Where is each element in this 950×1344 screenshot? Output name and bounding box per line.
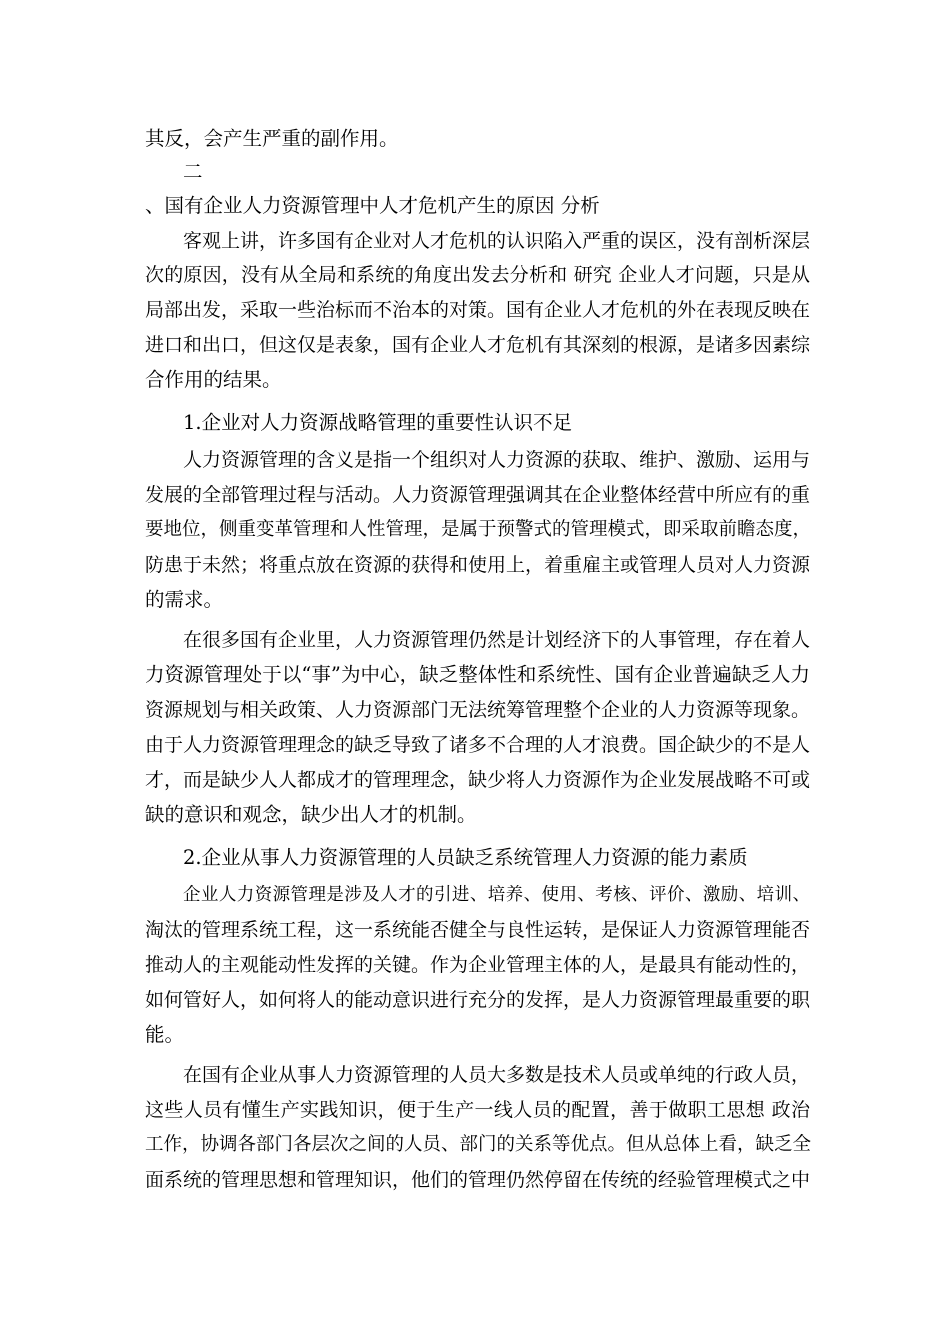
text-line: 人力资源管理的含义是指一个组织对人力资源的获取、维护、激励、运用与 xyxy=(183,449,811,471)
text-line: 工作，协调各部门各层次之间的人员、部门的关系等优点。但从总体上看，缺乏全 xyxy=(145,1134,812,1155)
text-line: 局部出发，采取一些治标而不治本的对策。国有企业人才危机的外在表现反映在 xyxy=(145,299,811,321)
text-line: 由于人力资源管理理念的缺乏导致了诸多不合理的人才浪费。国企缺少的不是人 xyxy=(145,734,811,756)
section-number: 二 xyxy=(183,160,203,183)
text-line: 在国有企业从事人力资源管理的人员大多数是技术人员或单纯的行政人员， xyxy=(183,1064,811,1086)
text-line: 要地位，侧重变革管理和人性管理，是属于预警式的管理模式，即采取前瞻态度， xyxy=(145,519,812,540)
text-line: 进口和出口，但这仅是表象，国有企业人才危机有其深刻的根源，是诸多因素综 xyxy=(145,334,811,356)
text-line: 这些人员有懂生产实践知识，便于生产一线人员的配置，善于做职工思想 政治 xyxy=(145,1099,810,1121)
text-line: 资源规划与相关政策、人力资源部门无法统筹管理整个企业的人力资源等现象。 xyxy=(145,699,811,721)
text-line: 的需求。 xyxy=(145,588,224,611)
subsection-heading: 1.企业对人力资源战略管理的重要性认识不足 xyxy=(183,411,573,434)
text-line: 才，而是缺少人人都成才的管理理念，缺少将人力资源作为企业发展战略不可或 xyxy=(145,769,811,791)
text-line: 合作用的结果。 xyxy=(145,368,282,391)
text-line: 如何管好人，如何将人的能动意识进行充分的发挥，是人力资源管理最重要的职 xyxy=(145,989,811,1011)
text-line: 推动人的主观能动性发挥的关键。作为企业管理主体的人，是最具有能动性的， xyxy=(145,954,811,976)
text-line: 淘汰的管理系统工程，这一系统能否健全与良性运转，是保证人力资源管理能否 xyxy=(145,919,811,941)
subsection-heading: 2.企业从事人力资源管理的人员缺乏系统管理人力资源的能力素质 xyxy=(183,846,748,869)
text-line: 能。 xyxy=(145,1023,185,1046)
text-line: 客观上讲，许多国有企业对人才危机的认识陷入严重的误区，没有剖析深层 xyxy=(183,230,811,252)
section-heading: 、国有企业人力资源管理中人才危机产生的原因 分析 xyxy=(145,194,600,217)
text-line: 防患于未然；将重点放在资源的获得和使用上，着重雇主或管理人员对人力资源 xyxy=(145,554,811,576)
text-line: 面系统的管理思想和管理知识，他们的管理仍然停留在传统的经验管理模式之中 xyxy=(145,1169,811,1191)
text-line: 次的原因，没有从全局和系统的角度出发去分析和 研究 企业人才问题，只是从 xyxy=(145,264,810,286)
text-line: 在很多国有企业里，人力资源管理仍然是计划经济下的人事管理，存在着人 xyxy=(183,629,811,651)
text-line: 其反，会产生严重的副作用。 xyxy=(145,127,399,150)
text-line: 企业人力资源管理是涉及人才的引进、培养、使用、考核、评价、激励、培训、 xyxy=(183,885,810,905)
text-line: 力资源管理处于以“事”为中心，缺乏整体性和系统性、国有企业普遍缺乏人力 xyxy=(145,663,810,686)
text-line: 缺的意识和观念，缺少出人才的机制。 xyxy=(145,803,477,826)
text-line: 发展的全部管理过程与活动。人力资源管理强调其在企业整体经营中所应有的重 xyxy=(145,484,811,506)
